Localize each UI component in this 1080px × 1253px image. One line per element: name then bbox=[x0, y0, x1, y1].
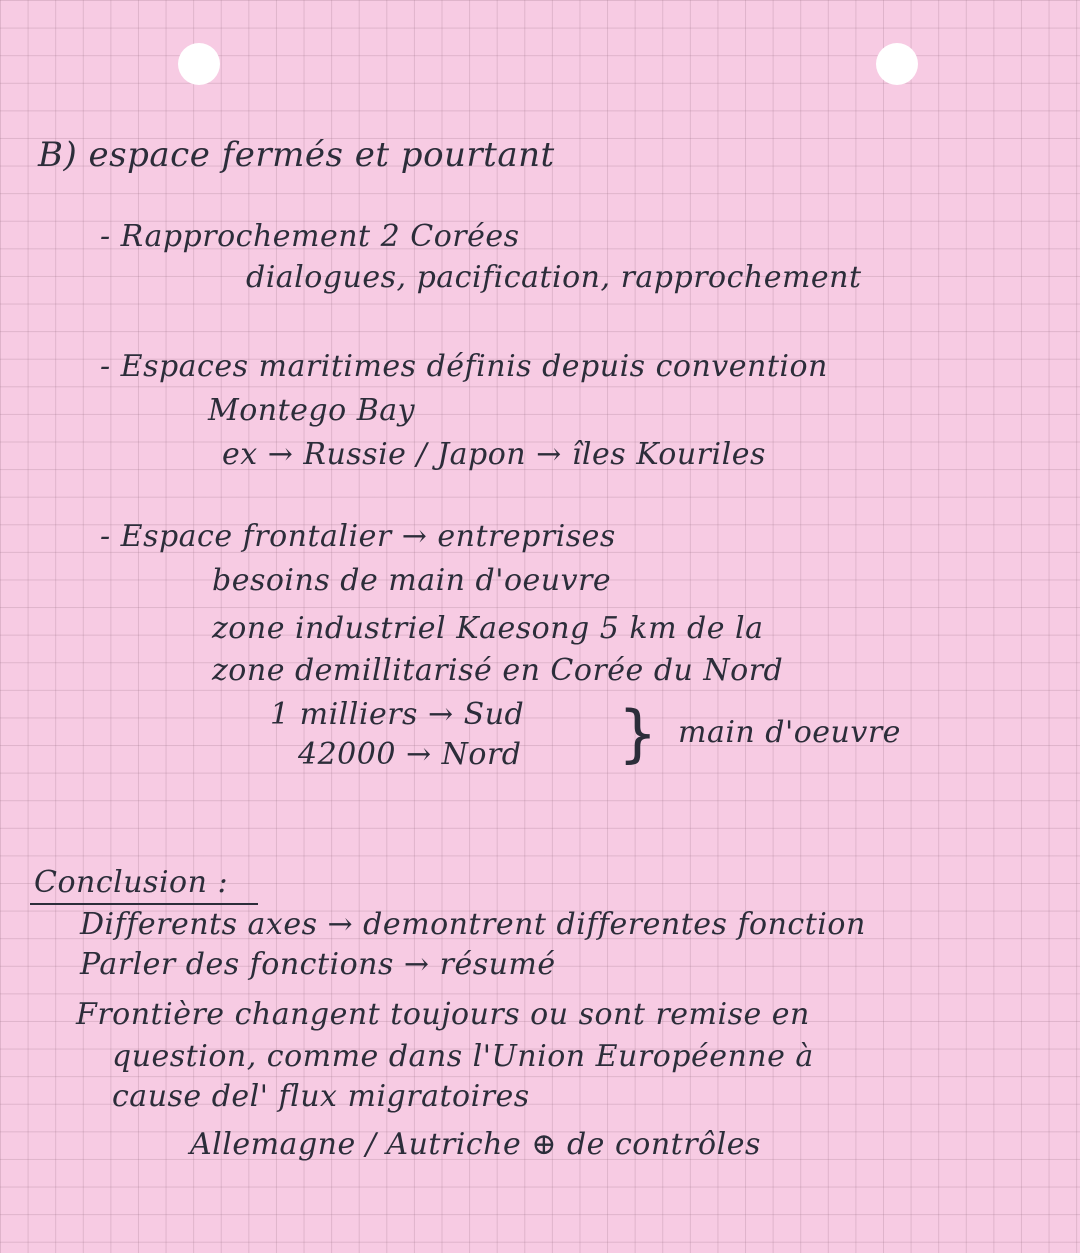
subline-montego-bay: Montego Bay bbox=[208, 393, 416, 428]
conclusion-line-frontiere: Frontière changent toujours ou sont remise en bbox=[76, 997, 810, 1032]
brace-label-main-oeuvre: main d'oeuvre bbox=[678, 715, 901, 750]
section-heading: B) espace fermés et pourtant bbox=[38, 135, 555, 175]
subline-zone-demilitarisee: zone demillitarisé en Corée du Nord bbox=[212, 653, 784, 688]
subline-zone-kaesong: zone industriel Kaesong 5 km de la bbox=[212, 611, 764, 646]
subline-dialogues: dialogues, pacification, rapprochement bbox=[246, 260, 862, 295]
punch-hole-left bbox=[178, 43, 220, 85]
subline-nord: 42000 → Nord bbox=[298, 737, 522, 772]
conclusion-underline bbox=[30, 903, 258, 905]
bullet-espace-frontalier: - Espace frontalier → entreprises bbox=[100, 519, 616, 554]
curly-brace: } bbox=[618, 697, 658, 770]
conclusion-line-axes: Differents axes → demontrent differentes fonction bbox=[80, 907, 866, 942]
subline-example-kouriles: ex → Russie / Japon → îles Kouriles bbox=[222, 437, 766, 472]
conclusion-line-allemagne: Allemagne / Autriche ⊕ de contrôles bbox=[190, 1127, 761, 1162]
conclusion-line-flux: cause del' flux migratoires bbox=[112, 1079, 530, 1114]
conclusion-line-question: question, comme dans l'Union Européenne à bbox=[112, 1039, 814, 1074]
subline-besoins: besoins de main d'oeuvre bbox=[212, 563, 612, 598]
bullet-rapprochement: - Rapprochement 2 Corées bbox=[100, 219, 520, 254]
punch-hole-right bbox=[876, 43, 918, 85]
conclusion-title: Conclusion : bbox=[34, 865, 229, 900]
subline-milliers-sud: 1 milliers → Sud bbox=[270, 697, 525, 732]
conclusion-line-fonctions: Parler des fonctions → résumé bbox=[80, 947, 556, 982]
bullet-espaces-maritimes: - Espaces maritimes définis depuis convention bbox=[100, 349, 828, 384]
